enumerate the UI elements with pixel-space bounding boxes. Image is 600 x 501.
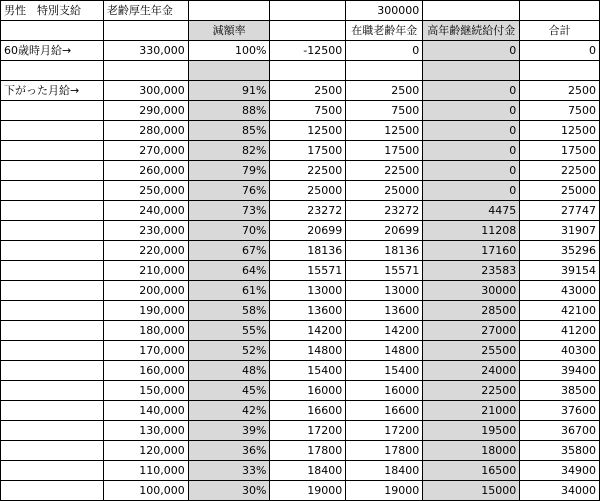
- working-pension-cell[interactable]: 16600: [346, 400, 423, 420]
- salary-cell[interactable]: 150,000: [103, 380, 188, 400]
- header-row-title: [1, 1, 600, 21]
- cell[interactable]: [1, 21, 104, 41]
- working-pension-cell[interactable]: 18136: [346, 240, 423, 260]
- continued-benefit-cell[interactable]: 18000: [423, 440, 520, 460]
- pension-cell[interactable]: 12500: [270, 120, 346, 140]
- cell[interactable]: [188, 61, 270, 81]
- pension-cell[interactable]: 17500: [270, 140, 346, 160]
- working-pension-cell[interactable]: 19000: [346, 480, 423, 500]
- salary-cell[interactable]: 270,000: [103, 140, 188, 160]
- reduction-rate-cell[interactable]: 85%: [188, 120, 270, 140]
- table-row: [1, 400, 600, 420]
- continued-benefit-cell[interactable]: 19500: [423, 420, 520, 440]
- row-label[interactable]: [1, 460, 104, 480]
- row-label[interactable]: [1, 320, 104, 340]
- blank-row: [1, 61, 600, 81]
- cell[interactable]: [270, 21, 346, 41]
- table-row: [1, 160, 600, 180]
- table-row: [1, 120, 600, 140]
- table-row: [1, 380, 600, 400]
- cell[interactable]: 0: [346, 41, 423, 61]
- pension-cell[interactable]: 20699: [270, 220, 346, 240]
- total-cell[interactable]: 35800: [520, 440, 600, 460]
- continued-benefit-cell[interactable]: 25500: [423, 340, 520, 360]
- continued-benefit-cell[interactable]: 21000: [423, 400, 520, 420]
- row-label[interactable]: [1, 300, 104, 320]
- row-label[interactable]: [1, 280, 104, 300]
- row-label[interactable]: [1, 160, 104, 180]
- continued-benefit-cell[interactable]: 16500: [423, 460, 520, 480]
- cell[interactable]: [103, 61, 188, 81]
- salary-cell[interactable]: 160,000: [103, 360, 188, 380]
- continued-benefit-cell[interactable]: 11208: [423, 220, 520, 240]
- working-pension-cell[interactable]: 15571: [346, 260, 423, 280]
- table-row: [1, 360, 600, 380]
- pension-cell[interactable]: 18400: [270, 460, 346, 480]
- continued-benefit-cell[interactable]: 17160: [423, 240, 520, 260]
- pension-cell[interactable]: 19000: [270, 480, 346, 500]
- row-label[interactable]: [1, 380, 104, 400]
- row-label[interactable]: [1, 240, 104, 260]
- reduction-rate-cell[interactable]: 88%: [188, 100, 270, 120]
- total-cell[interactable]: 36700: [520, 420, 600, 440]
- cell[interactable]: [423, 61, 520, 81]
- continued-benefit-cell[interactable]: 0: [423, 100, 520, 120]
- row-label[interactable]: [1, 140, 104, 160]
- cell[interactable]: [188, 1, 270, 21]
- pension-cell[interactable]: 14200: [270, 320, 346, 340]
- reduction-rate-cell[interactable]: 55%: [188, 320, 270, 340]
- salary-cell[interactable]: 290,000: [103, 100, 188, 120]
- pension-cell[interactable]: 22500: [270, 160, 346, 180]
- table-row: [1, 220, 600, 240]
- working-pension-cell[interactable]: 14200: [346, 320, 423, 340]
- salary-cell[interactable]: 210,000: [103, 260, 188, 280]
- total-cell[interactable]: 34900: [520, 460, 600, 480]
- row-label[interactable]: [1, 340, 104, 360]
- total-cell[interactable]: 41200: [520, 320, 600, 340]
- salary-cell[interactable]: 100,000: [103, 480, 188, 500]
- table-row: [1, 320, 600, 340]
- salary-cell[interactable]: 260,000: [103, 160, 188, 180]
- table-row: [1, 180, 600, 200]
- cell[interactable]: [346, 61, 423, 81]
- row-label[interactable]: [1, 220, 104, 240]
- reduction-rate-cell[interactable]: 61%: [188, 280, 270, 300]
- total-cell[interactable]: 42100: [520, 300, 600, 320]
- salary-cell[interactable]: 230,000: [103, 220, 188, 240]
- total-cell[interactable]: 31907: [520, 220, 600, 240]
- cell[interactable]: [270, 1, 346, 21]
- cell[interactable]: [103, 21, 188, 41]
- continued-benefit-cell[interactable]: 0: [423, 180, 520, 200]
- working-pension-cell[interactable]: 20699: [346, 220, 423, 240]
- reduction-rate-cell[interactable]: 42%: [188, 400, 270, 420]
- working-pension-cell[interactable]: 25000: [346, 180, 423, 200]
- header-row-columns: [1, 21, 600, 41]
- total-cell[interactable]: 35296: [520, 240, 600, 260]
- working-pension-cell[interactable]: 15400: [346, 360, 423, 380]
- row-label[interactable]: [1, 120, 104, 140]
- table-row: [1, 80, 600, 100]
- cell[interactable]: [270, 61, 346, 81]
- reduction-rate-cell[interactable]: 36%: [188, 440, 270, 460]
- salary-cell[interactable]: 200,000: [103, 280, 188, 300]
- working-pension-cell[interactable]: 14800: [346, 340, 423, 360]
- salary-cell[interactable]: 300,000: [103, 80, 188, 100]
- reduction-rate-cell[interactable]: 48%: [188, 360, 270, 380]
- cell[interactable]: 330,000: [103, 41, 188, 61]
- pension-cell[interactable]: 13000: [270, 280, 346, 300]
- continued-benefit-cell[interactable]: 0: [423, 80, 520, 100]
- reduction-rate-cell[interactable]: 58%: [188, 300, 270, 320]
- pension-cell[interactable]: 14800: [270, 340, 346, 360]
- reduction-rate-cell[interactable]: 52%: [188, 340, 270, 360]
- salary-cell[interactable]: 280,000: [103, 120, 188, 140]
- total-cell[interactable]: 27747: [520, 200, 600, 220]
- continued-benefit-cell[interactable]: 28500: [423, 300, 520, 320]
- salary-cell[interactable]: 220,000: [103, 240, 188, 260]
- total-cell[interactable]: 22500: [520, 160, 600, 180]
- column-header-continued-benefit[interactable]: 高年齢継続給付金: [423, 21, 520, 41]
- continued-benefit-cell[interactable]: 24000: [423, 360, 520, 380]
- reduction-rate-cell[interactable]: 64%: [188, 260, 270, 280]
- row-label[interactable]: [1, 260, 104, 280]
- table-row: [1, 100, 600, 120]
- row-label[interactable]: [1, 200, 104, 220]
- total-cell[interactable]: 17500: [520, 140, 600, 160]
- pension-cell[interactable]: 15400: [270, 360, 346, 380]
- reduction-rate-cell[interactable]: 79%: [188, 160, 270, 180]
- total-cell[interactable]: 25000: [520, 180, 600, 200]
- reduction-rate-cell[interactable]: 91%: [188, 80, 270, 100]
- total-cell[interactable]: 37600: [520, 400, 600, 420]
- row-label[interactable]: [1, 180, 104, 200]
- reduction-rate-cell[interactable]: 33%: [188, 460, 270, 480]
- total-cell[interactable]: 40300: [520, 340, 600, 360]
- cell[interactable]: 0: [520, 41, 600, 61]
- base-salary-row: [1, 41, 600, 61]
- working-pension-cell[interactable]: 7500: [346, 100, 423, 120]
- continued-benefit-cell[interactable]: 15000: [423, 480, 520, 500]
- working-pension-cell[interactable]: 17200: [346, 420, 423, 440]
- working-pension-cell[interactable]: 22500: [346, 160, 423, 180]
- row-label[interactable]: [1, 100, 104, 120]
- table-row: [1, 140, 600, 160]
- salary-cell[interactable]: 250,000: [103, 180, 188, 200]
- table-row: [1, 280, 600, 300]
- reduction-rate-cell[interactable]: 76%: [188, 180, 270, 200]
- column-header-total[interactable]: 合計: [520, 21, 600, 41]
- table-row: [1, 460, 600, 480]
- salary-cell[interactable]: 130,000: [103, 420, 188, 440]
- table-row: [1, 200, 600, 220]
- salary-cell[interactable]: 120,000: [103, 440, 188, 460]
- cell[interactable]: 0: [423, 41, 520, 61]
- continued-benefit-cell[interactable]: 4475: [423, 200, 520, 220]
- reduction-rate-cell[interactable]: 30%: [188, 480, 270, 500]
- working-pension-cell[interactable]: 16000: [346, 380, 423, 400]
- pension-cell[interactable]: 23272: [270, 200, 346, 220]
- pension-cell[interactable]: 2500: [270, 80, 346, 100]
- salary-cell[interactable]: 110,000: [103, 460, 188, 480]
- table-row: [1, 480, 600, 500]
- total-cell[interactable]: 34000: [520, 480, 600, 500]
- salary-cell[interactable]: 190,000: [103, 300, 188, 320]
- reduction-rate-cell[interactable]: 39%: [188, 420, 270, 440]
- total-cell[interactable]: 12500: [520, 120, 600, 140]
- total-cell[interactable]: 2500: [520, 80, 600, 100]
- reduction-rate-cell[interactable]: 70%: [188, 220, 270, 240]
- salary-cell[interactable]: 170,000: [103, 340, 188, 360]
- table-row: [1, 440, 600, 460]
- row-label[interactable]: [1, 360, 104, 380]
- salary-cell[interactable]: 140,000: [103, 400, 188, 420]
- cell[interactable]: [423, 1, 520, 21]
- salary-cell[interactable]: 180,000: [103, 320, 188, 340]
- cell[interactable]: [1, 61, 104, 81]
- reduction-rate-cell[interactable]: 73%: [188, 200, 270, 220]
- continued-benefit-cell[interactable]: 0: [423, 160, 520, 180]
- pension-cell[interactable]: 25000: [270, 180, 346, 200]
- total-cell[interactable]: 7500: [520, 100, 600, 120]
- total-cell[interactable]: 43000: [520, 280, 600, 300]
- cell[interactable]: 300000: [346, 1, 423, 21]
- pension-cell[interactable]: 17200: [270, 420, 346, 440]
- row-label[interactable]: [1, 400, 104, 420]
- working-pension-cell[interactable]: 13600: [346, 300, 423, 320]
- cell[interactable]: [520, 1, 600, 21]
- row-label[interactable]: [1, 420, 104, 440]
- column-header-reduction-rate[interactable]: 減額率: [188, 21, 270, 41]
- pension-cell[interactable]: 15571: [270, 260, 346, 280]
- row-label[interactable]: 下がった月給→: [1, 80, 104, 100]
- total-cell[interactable]: 38500: [520, 380, 600, 400]
- table-row: [1, 300, 600, 320]
- row-label[interactable]: [1, 480, 104, 500]
- cell[interactable]: 100%: [188, 41, 270, 61]
- pension-cell[interactable]: 13600: [270, 300, 346, 320]
- cell[interactable]: [520, 61, 600, 81]
- continued-benefit-cell[interactable]: 0: [423, 120, 520, 140]
- pension-cell[interactable]: 16000: [270, 380, 346, 400]
- pension-cell[interactable]: 17800: [270, 440, 346, 460]
- working-pension-cell[interactable]: 17500: [346, 140, 423, 160]
- total-cell[interactable]: 39154: [520, 260, 600, 280]
- continued-benefit-cell[interactable]: 23583: [423, 260, 520, 280]
- table-row: [1, 260, 600, 280]
- pension-cell[interactable]: 18136: [270, 240, 346, 260]
- reduction-rate-cell[interactable]: 67%: [188, 240, 270, 260]
- continued-benefit-cell[interactable]: 27000: [423, 320, 520, 340]
- table-row: [1, 240, 600, 260]
- total-cell[interactable]: 39400: [520, 360, 600, 380]
- working-pension-cell[interactable]: 18400: [346, 460, 423, 480]
- pension-cell[interactable]: 7500: [270, 100, 346, 120]
- cell[interactable]: 男性 特別支給: [1, 1, 104, 21]
- table-row: [1, 340, 600, 360]
- working-pension-cell[interactable]: 23272: [346, 200, 423, 220]
- row-label[interactable]: [1, 440, 104, 460]
- reduction-rate-cell[interactable]: 82%: [188, 140, 270, 160]
- working-pension-cell[interactable]: 13000: [346, 280, 423, 300]
- working-pension-cell[interactable]: 2500: [346, 80, 423, 100]
- column-header-working-pension[interactable]: 在職老齢年金: [346, 21, 423, 41]
- salary-cell[interactable]: 240,000: [103, 200, 188, 220]
- working-pension-cell[interactable]: 17800: [346, 440, 423, 460]
- table-row: [1, 420, 600, 440]
- pension-cell[interactable]: 16600: [270, 400, 346, 420]
- continued-benefit-cell[interactable]: 30000: [423, 280, 520, 300]
- reduction-rate-cell[interactable]: 45%: [188, 380, 270, 400]
- continued-benefit-cell[interactable]: 22500: [423, 380, 520, 400]
- cell[interactable]: 老齢厚生年金: [103, 1, 188, 21]
- cell[interactable]: -12500: [270, 41, 346, 61]
- working-pension-cell[interactable]: 12500: [346, 120, 423, 140]
- cell[interactable]: 60歳時月給→: [1, 41, 104, 61]
- continued-benefit-cell[interactable]: 0: [423, 140, 520, 160]
